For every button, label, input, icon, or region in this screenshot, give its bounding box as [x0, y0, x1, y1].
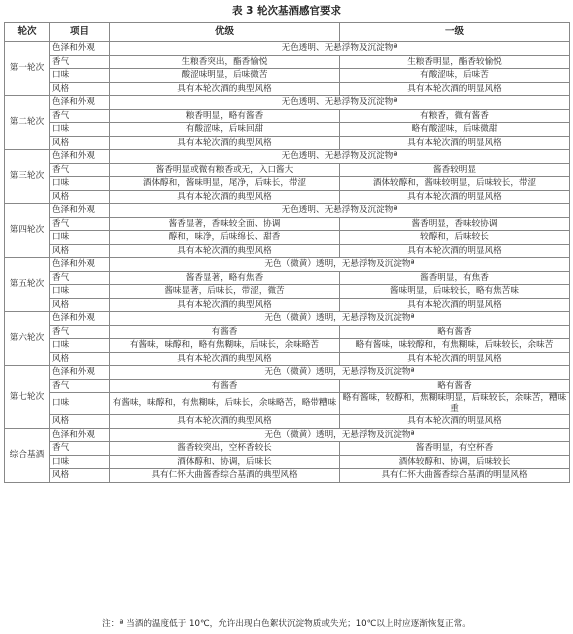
item-cell: 色泽和外观: [50, 428, 110, 442]
table-row: [5, 285, 570, 299]
table-row: [5, 442, 570, 456]
first-grade-cell: 略有酱味，较醇和，焦糊味明显，后味较长，余味苦，糟味重: [340, 393, 570, 415]
first-grade-cell: 具有本轮次酒的明显风格: [340, 352, 570, 366]
table-row: [5, 428, 570, 442]
item-cell: 风格: [50, 244, 110, 258]
table-row: [5, 69, 570, 83]
footnote: 注：ª 当酒的温度低于 10℃，允许出现白色絮状沉淀物质或失光；10℃以上时应逐渐恢复正常。: [102, 619, 471, 629]
item-cell: 口味: [50, 231, 110, 245]
header-item: 项目: [50, 23, 110, 42]
table-row: [5, 163, 570, 177]
item-cell: 风格: [50, 136, 110, 150]
first-grade-cell: 酱香明显，香味较协调: [340, 217, 570, 231]
table-row: [5, 312, 570, 326]
item-cell: 风格: [50, 415, 110, 429]
table-title: 表 3 轮次基酒感官要求: [231, 5, 342, 17]
first-grade-cell: 生粮香明显，酯香较愉悦: [340, 55, 570, 69]
table-row: [5, 123, 570, 137]
header-first-grade: 一级: [340, 23, 570, 42]
item-cell: 香气: [50, 163, 110, 177]
item-cell: 风格: [50, 352, 110, 366]
table-row: [5, 339, 570, 353]
table-row: [5, 96, 570, 110]
table-row: [5, 204, 570, 218]
first-grade-cell: 具有本轮次酒的明显风格: [340, 244, 570, 258]
item-cell: 口味: [50, 285, 110, 299]
first-grade-cell: 有粮香，微有酱香: [340, 109, 570, 123]
premium-grade-cell: 有酱味，味醇和，有焦糊味，后味长，余味略苦，略带糟味: [110, 393, 340, 415]
first-grade-cell: 具有本轮次酒的明显风格: [340, 190, 570, 204]
item-cell: 口味: [50, 177, 110, 191]
premium-grade-cell: 酱香显著，略有焦香: [110, 271, 340, 285]
first-grade-cell: 较醇和，后味较长: [340, 231, 570, 245]
header-premium-grade: 优级: [110, 23, 340, 42]
appearance-requirement-cell: 无色（微黄）透明，无悬浮物及沉淀物ª: [110, 312, 570, 326]
round-name-cell: 第一轮次: [5, 42, 50, 96]
table-row: [5, 217, 570, 231]
first-grade-cell: 有酸涩味，后味苦: [340, 69, 570, 83]
first-grade-cell: 酱香较明显: [340, 163, 570, 177]
item-cell: 色泽和外观: [50, 258, 110, 272]
item-cell: 色泽和外观: [50, 96, 110, 110]
premium-grade-cell: 酒体醇和，酱味明显，尾净，后味长，带涩: [110, 177, 340, 191]
item-cell: 香气: [50, 109, 110, 123]
premium-grade-cell: 粮香明显，略有酱香: [110, 109, 340, 123]
item-cell: 香气: [50, 217, 110, 231]
table-row: [5, 244, 570, 258]
header-round: 轮次: [5, 23, 50, 42]
premium-grade-cell: 具有本轮次酒的典型风格: [110, 136, 340, 150]
premium-grade-cell: 具有本轮次酒的典型风格: [110, 415, 340, 429]
item-cell: 色泽和外观: [50, 366, 110, 380]
appearance-requirement-cell: 无色（微黄）透明，无悬浮物及沉淀物ª: [110, 258, 570, 272]
first-grade-cell: 酱味明显，后味较长，略有焦苦味: [340, 285, 570, 299]
round-name-cell: 第四轮次: [5, 204, 50, 258]
item-cell: 风格: [50, 469, 110, 483]
premium-grade-cell: 有酸涩味，后味回甜: [110, 123, 340, 137]
first-grade-cell: 具有本轮次酒的明显风格: [340, 82, 570, 96]
premium-grade-cell: 具有本轮次酒的典型风格: [110, 244, 340, 258]
first-grade-cell: 酒体较醇和，酱味较明显，后味较长，带涩: [340, 177, 570, 191]
first-grade-cell: 略有酱香: [340, 379, 570, 393]
round-name-cell: 第七轮次: [5, 366, 50, 429]
premium-grade-cell: 具有仁怀大曲酱香综合基酒的典型风格: [110, 469, 340, 483]
table-row: [5, 231, 570, 245]
table-row: [5, 258, 570, 272]
item-cell: 香气: [50, 379, 110, 393]
premium-grade-cell: 具有本轮次酒的典型风格: [110, 298, 340, 312]
round-name-cell: 第六轮次: [5, 312, 50, 366]
appearance-requirement-cell: 无色透明、无悬浮物及沉淀物ª: [110, 42, 570, 56]
table-row: [5, 298, 570, 312]
premium-grade-cell: 有酱味，味醇和，略有焦糊味，后味长，余味略苦: [110, 339, 340, 353]
appearance-requirement-cell: 无色透明、无悬浮物及沉淀物ª: [110, 96, 570, 110]
item-cell: 口味: [50, 393, 110, 415]
table-row: [5, 455, 570, 469]
round-name-cell: 第二轮次: [5, 96, 50, 150]
first-grade-cell: 具有本轮次酒的明显风格: [340, 136, 570, 150]
premium-grade-cell: 酸涩味明显，后味微苦: [110, 69, 340, 83]
item-cell: 香气: [50, 325, 110, 339]
premium-grade-cell: 具有本轮次酒的典型风格: [110, 190, 340, 204]
round-name-cell: 综合基酒: [5, 428, 50, 482]
item-cell: 香气: [50, 442, 110, 456]
premium-grade-cell: 具有本轮次酒的典型风格: [110, 352, 340, 366]
first-grade-cell: 具有仁怀大曲酱香综合基酒的明显风格: [340, 469, 570, 483]
table-row: [5, 190, 570, 204]
appearance-requirement-cell: 无色透明、无悬浮物及沉淀物ª: [110, 204, 570, 218]
item-cell: 香气: [50, 55, 110, 69]
premium-grade-cell: 酱味显著，后味长，带涩，微苦: [110, 285, 340, 299]
table-row: [5, 415, 570, 429]
table-row: [5, 271, 570, 285]
table-row: [5, 55, 570, 69]
first-grade-cell: 酱香明显，有焦香: [340, 271, 570, 285]
appearance-requirement-cell: 无色透明、无悬浮物及沉淀物ª: [110, 150, 570, 164]
premium-grade-cell: 酱香较突出，空杯香较长: [110, 442, 340, 456]
table-row: [5, 469, 570, 483]
item-cell: 风格: [50, 298, 110, 312]
item-cell: 口味: [50, 339, 110, 353]
item-cell: 色泽和外观: [50, 42, 110, 56]
item-cell: 口味: [50, 455, 110, 469]
table-row: [5, 393, 570, 415]
table-row: [5, 150, 570, 164]
first-grade-cell: 具有本轮次酒的明显风格: [340, 298, 570, 312]
item-cell: 风格: [50, 82, 110, 96]
premium-grade-cell: 有酱香: [110, 325, 340, 339]
item-cell: 风格: [50, 190, 110, 204]
item-cell: 色泽和外观: [50, 204, 110, 218]
sensory-requirements-table: [4, 22, 570, 483]
first-grade-cell: 具有本轮次酒的明显风格: [340, 415, 570, 429]
premium-grade-cell: 生粮香突出，酯香愉悦: [110, 55, 340, 69]
table-row: [5, 352, 570, 366]
first-grade-cell: 酒体较醇和、协调，后味较长: [340, 455, 570, 469]
table-row: [5, 82, 570, 96]
first-grade-cell: 酱香明显，有空杯香: [340, 442, 570, 456]
appearance-requirement-cell: 无色（微黄）透明，无悬浮物及沉淀物ª: [110, 428, 570, 442]
appearance-requirement-cell: 无色（微黄）透明，无悬浮物及沉淀物ª: [110, 366, 570, 380]
table-row: [5, 379, 570, 393]
table-row: [5, 109, 570, 123]
first-grade-cell: 略有酱香: [340, 325, 570, 339]
table-row: [5, 42, 570, 56]
premium-grade-cell: 酱香显著，香味较全面、协调: [110, 217, 340, 231]
table-row: [5, 136, 570, 150]
table-row: [5, 177, 570, 191]
round-name-cell: 第五轮次: [5, 258, 50, 312]
round-name-cell: 第三轮次: [5, 150, 50, 204]
item-cell: 口味: [50, 69, 110, 83]
premium-grade-cell: 具有本轮次酒的典型风格: [110, 82, 340, 96]
item-cell: 口味: [50, 123, 110, 137]
first-grade-cell: 略有酱味，味较醇和，有焦糊味，后味较长，余味苦: [340, 339, 570, 353]
table-row: [5, 325, 570, 339]
first-grade-cell: 略有酸涩味，后味微甜: [340, 123, 570, 137]
item-cell: 色泽和外观: [50, 150, 110, 164]
premium-grade-cell: 酱香明显或微有粮香或无，入口酱大: [110, 163, 340, 177]
item-cell: 香气: [50, 271, 110, 285]
premium-grade-cell: 酒体醇和、协调，后味长: [110, 455, 340, 469]
item-cell: 色泽和外观: [50, 312, 110, 326]
premium-grade-cell: 有酱香: [110, 379, 340, 393]
premium-grade-cell: 醇和，味净，后味绵长、甜香: [110, 231, 340, 245]
table-row: [5, 366, 570, 380]
header-row: [5, 23, 570, 42]
